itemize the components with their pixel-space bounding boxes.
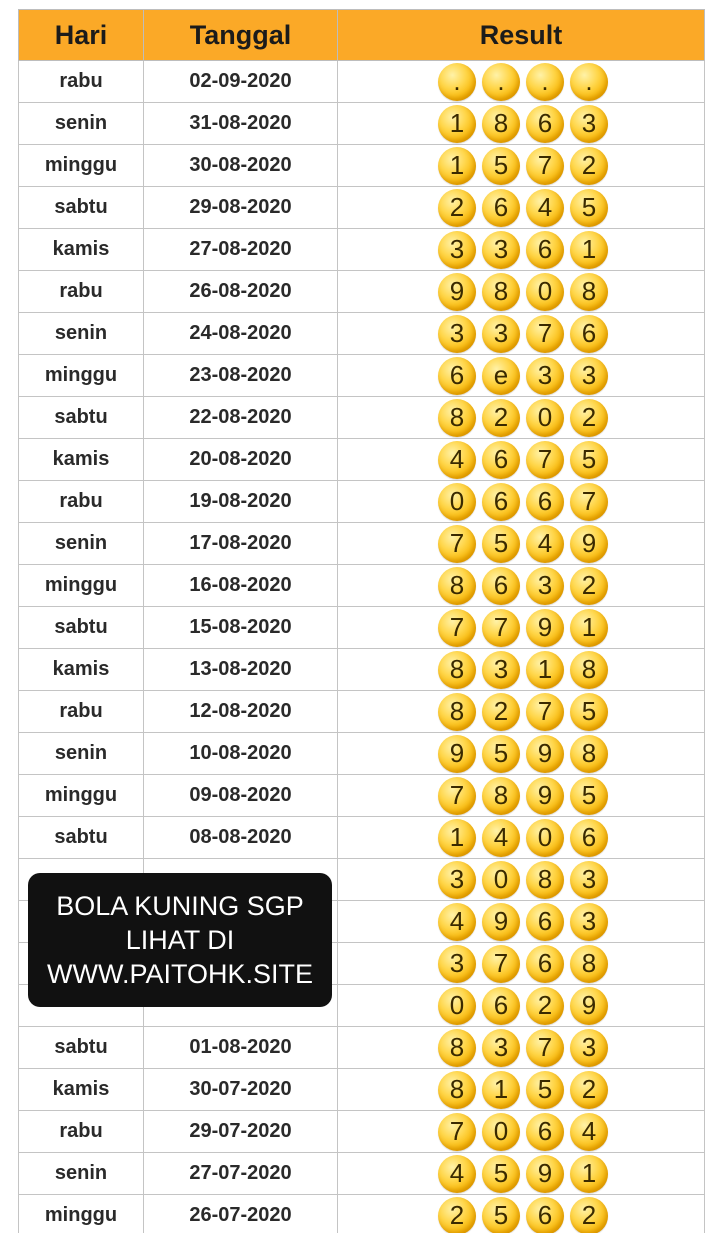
date-cell: 20-08-2020 [144, 439, 338, 481]
yellow-ball: 9 [438, 273, 476, 311]
yellow-ball: 1 [438, 105, 476, 143]
yellow-ball: 3 [570, 903, 608, 941]
result-cell [338, 649, 705, 691]
yellow-ball: 6 [526, 231, 564, 269]
table-row [19, 103, 705, 145]
yellow-ball: 1 [570, 609, 608, 647]
date-cell: 16-08-2020 [144, 565, 338, 607]
day-cell: sabtu [19, 817, 144, 859]
result-cell [338, 1195, 705, 1233]
yellow-ball: 5 [482, 735, 520, 773]
result-cell [338, 145, 705, 187]
result-balls [338, 609, 704, 647]
result-cell [338, 61, 705, 103]
day-cell: minggu [19, 145, 144, 187]
result-balls [338, 231, 704, 269]
result-balls [338, 567, 704, 605]
yellow-ball: 3 [438, 231, 476, 269]
yellow-ball: 4 [526, 525, 564, 563]
result-cell [338, 439, 705, 481]
date-cell: 30-08-2020 [144, 145, 338, 187]
result-cell [338, 187, 705, 229]
date-cell: 27-07-2020 [144, 1153, 338, 1195]
date-cell: 12-08-2020 [144, 691, 338, 733]
yellow-ball: . [438, 63, 476, 101]
yellow-ball: 2 [438, 1197, 476, 1233]
yellow-ball: e [482, 357, 520, 395]
result-balls [338, 903, 704, 941]
yellow-ball: 0 [526, 399, 564, 437]
yellow-ball: 0 [526, 819, 564, 857]
result-cell [338, 397, 705, 439]
yellow-ball: 9 [482, 903, 520, 941]
day-cell: sabtu [19, 607, 144, 649]
date-cell: 08-08-2020 [144, 817, 338, 859]
yellow-ball: 3 [570, 357, 608, 395]
yellow-ball: 3 [570, 861, 608, 899]
yellow-ball: 5 [570, 189, 608, 227]
result-balls [338, 399, 704, 437]
result-balls [338, 1113, 704, 1151]
yellow-ball: 6 [526, 903, 564, 941]
yellow-ball: 4 [438, 1155, 476, 1193]
yellow-ball: 3 [526, 567, 564, 605]
results-table [18, 9, 705, 1233]
yellow-ball: 6 [482, 189, 520, 227]
yellow-ball: 9 [570, 525, 608, 563]
yellow-ball: 6 [526, 945, 564, 983]
result-cell [338, 901, 705, 943]
header-day: Hari [19, 10, 144, 61]
header-result: Result [338, 10, 705, 61]
result-balls [338, 819, 704, 857]
result-balls [338, 1197, 704, 1233]
result-balls [338, 693, 704, 731]
result-balls [338, 945, 704, 983]
yellow-ball: 9 [438, 735, 476, 773]
yellow-ball: 8 [482, 105, 520, 143]
yellow-ball: 3 [438, 861, 476, 899]
date-cell: 29-07-2020 [144, 1111, 338, 1153]
yellow-ball: 2 [482, 693, 520, 731]
date-cell: 26-07-2020 [144, 1195, 338, 1233]
yellow-ball: 8 [438, 1029, 476, 1067]
banner-line-1: BOLA KUNING SGP [56, 891, 304, 921]
day-cell: rabu [19, 61, 144, 103]
table-row [19, 691, 705, 733]
yellow-ball: 2 [526, 987, 564, 1025]
result-balls [338, 483, 704, 521]
yellow-ball: 2 [570, 147, 608, 185]
date-cell: 10-08-2020 [144, 733, 338, 775]
result-balls [338, 735, 704, 773]
yellow-ball: 6 [482, 483, 520, 521]
yellow-ball: 3 [482, 1029, 520, 1067]
yellow-ball: 8 [570, 273, 608, 311]
yellow-ball: 7 [526, 315, 564, 353]
result-cell [338, 1153, 705, 1195]
yellow-ball: . [482, 63, 520, 101]
yellow-ball: 7 [526, 693, 564, 731]
yellow-ball: 8 [570, 735, 608, 773]
day-cell: rabu [19, 691, 144, 733]
result-balls [338, 189, 704, 227]
result-balls [338, 525, 704, 563]
yellow-ball: . [570, 63, 608, 101]
table-row [19, 775, 705, 817]
yellow-ball: 9 [570, 987, 608, 1025]
day-cell: kamis [19, 649, 144, 691]
yellow-ball: 1 [570, 231, 608, 269]
watermark-banner [28, 873, 332, 1007]
result-cell [338, 271, 705, 313]
day-cell: minggu [19, 355, 144, 397]
result-cell [338, 355, 705, 397]
yellow-ball: 5 [570, 693, 608, 731]
yellow-ball: 8 [438, 567, 476, 605]
date-cell: 23-08-2020 [144, 355, 338, 397]
yellow-ball: 7 [438, 777, 476, 815]
yellow-ball: 6 [438, 357, 476, 395]
result-cell [338, 859, 705, 901]
yellow-ball: 0 [526, 273, 564, 311]
day-cell: senin [19, 1153, 144, 1195]
table-row [19, 733, 705, 775]
table-row [19, 1153, 705, 1195]
yellow-ball: 4 [438, 903, 476, 941]
day-cell: kamis [19, 1069, 144, 1111]
yellow-ball: 7 [438, 525, 476, 563]
date-cell: 22-08-2020 [144, 397, 338, 439]
yellow-ball: 3 [570, 1029, 608, 1067]
yellow-ball: 1 [570, 1155, 608, 1193]
day-cell: senin [19, 523, 144, 565]
table-row [19, 817, 705, 859]
day-cell: kamis [19, 439, 144, 481]
yellow-ball: 4 [570, 1113, 608, 1151]
result-cell [338, 565, 705, 607]
yellow-ball: 5 [482, 1197, 520, 1233]
yellow-ball: 2 [482, 399, 520, 437]
yellow-ball: 8 [482, 273, 520, 311]
table-row [19, 1195, 705, 1233]
banner-line-3: WWW.PAITOHK.SITE [46, 959, 313, 989]
yellow-ball: 2 [570, 1071, 608, 1109]
date-cell: 13-08-2020 [144, 649, 338, 691]
yellow-ball: 5 [526, 1071, 564, 1109]
yellow-ball: 3 [482, 231, 520, 269]
result-cell [338, 775, 705, 817]
yellow-ball: 0 [438, 483, 476, 521]
yellow-ball: 2 [570, 1197, 608, 1233]
yellow-ball: 8 [570, 945, 608, 983]
yellow-ball: 7 [482, 609, 520, 647]
yellow-ball: 0 [482, 861, 520, 899]
yellow-ball: 4 [482, 819, 520, 857]
result-balls [338, 315, 704, 353]
result-balls [338, 861, 704, 899]
yellow-ball: 9 [526, 609, 564, 647]
yellow-ball: 7 [526, 441, 564, 479]
yellow-ball: 2 [570, 567, 608, 605]
table-row [19, 649, 705, 691]
table-row [19, 229, 705, 271]
day-cell: sabtu [19, 397, 144, 439]
yellow-ball: 2 [438, 189, 476, 227]
yellow-ball: 8 [438, 1071, 476, 1109]
day-cell: minggu [19, 565, 144, 607]
day-cell: senin [19, 103, 144, 145]
result-cell [338, 817, 705, 859]
yellow-ball: 6 [526, 1113, 564, 1151]
yellow-ball: 3 [526, 357, 564, 395]
result-cell [338, 103, 705, 145]
result-cell [338, 943, 705, 985]
header-row [19, 10, 705, 61]
date-cell: 30-07-2020 [144, 1069, 338, 1111]
yellow-ball: 4 [526, 189, 564, 227]
table-row [19, 145, 705, 187]
yellow-ball: 6 [526, 1197, 564, 1233]
yellow-ball: 7 [526, 1029, 564, 1067]
day-cell: rabu [19, 271, 144, 313]
yellow-ball: 1 [438, 147, 476, 185]
table-row [19, 1111, 705, 1153]
yellow-ball: 3 [438, 315, 476, 353]
yellow-ball: 1 [482, 1071, 520, 1109]
result-cell [338, 481, 705, 523]
yellow-ball: 8 [438, 693, 476, 731]
yellow-ball: 3 [570, 105, 608, 143]
table-row [19, 397, 705, 439]
result-balls [338, 441, 704, 479]
banner-line-2: LIHAT DI [125, 925, 235, 955]
yellow-ball: 3 [438, 945, 476, 983]
date-cell: 26-08-2020 [144, 271, 338, 313]
result-balls [338, 1029, 704, 1067]
table-row [19, 187, 705, 229]
yellow-ball: 5 [570, 441, 608, 479]
day-cell: minggu [19, 775, 144, 817]
result-cell [338, 229, 705, 271]
yellow-ball: 9 [526, 735, 564, 773]
table-row [19, 565, 705, 607]
yellow-ball: 6 [482, 987, 520, 1025]
date-cell: 09-08-2020 [144, 775, 338, 817]
table-row [19, 481, 705, 523]
day-cell: sabtu [19, 1027, 144, 1069]
yellow-ball: 4 [438, 441, 476, 479]
yellow-ball: 1 [438, 819, 476, 857]
yellow-ball: 0 [482, 1113, 520, 1151]
result-balls [338, 357, 704, 395]
yellow-ball: 5 [570, 777, 608, 815]
result-balls [338, 273, 704, 311]
date-cell: 19-08-2020 [144, 481, 338, 523]
result-cell [338, 691, 705, 733]
yellow-ball: 8 [438, 399, 476, 437]
yellow-ball: 3 [482, 651, 520, 689]
yellow-ball: 9 [526, 777, 564, 815]
yellow-ball: 6 [482, 567, 520, 605]
yellow-ball: 8 [438, 651, 476, 689]
yellow-ball: 5 [482, 525, 520, 563]
yellow-ball: 6 [482, 441, 520, 479]
yellow-ball: 7 [438, 1113, 476, 1151]
yellow-ball: 0 [438, 987, 476, 1025]
day-cell: senin [19, 313, 144, 355]
result-balls [338, 147, 704, 185]
yellow-ball: 8 [526, 861, 564, 899]
result-balls [338, 1155, 704, 1193]
table-row [19, 313, 705, 355]
yellow-ball: 7 [570, 483, 608, 521]
table-row [19, 271, 705, 313]
day-cell: kamis [19, 229, 144, 271]
result-balls [338, 987, 704, 1025]
yellow-ball: 1 [526, 651, 564, 689]
yellow-ball: 5 [482, 147, 520, 185]
yellow-ball: 9 [526, 1155, 564, 1193]
yellow-ball: 6 [526, 483, 564, 521]
table-row [19, 355, 705, 397]
date-cell: 02-09-2020 [144, 61, 338, 103]
table-body [19, 61, 705, 1233]
table-row [19, 1069, 705, 1111]
header-date: Tanggal [144, 10, 338, 61]
date-cell: 27-08-2020 [144, 229, 338, 271]
result-cell [338, 733, 705, 775]
result-cell [338, 1027, 705, 1069]
yellow-ball: 2 [570, 399, 608, 437]
result-cell [338, 1069, 705, 1111]
result-cell [338, 523, 705, 565]
yellow-ball: 8 [570, 651, 608, 689]
date-cell: 24-08-2020 [144, 313, 338, 355]
yellow-ball: 6 [570, 315, 608, 353]
result-balls [338, 105, 704, 143]
yellow-ball: 5 [482, 1155, 520, 1193]
day-cell: sabtu [19, 187, 144, 229]
table-row [19, 607, 705, 649]
yellow-ball: 7 [438, 609, 476, 647]
yellow-ball: . [526, 63, 564, 101]
date-cell: 15-08-2020 [144, 607, 338, 649]
date-cell: 01-08-2020 [144, 1027, 338, 1069]
yellow-ball: 7 [482, 945, 520, 983]
result-balls [338, 1071, 704, 1109]
result-cell [338, 607, 705, 649]
result-cell [338, 313, 705, 355]
day-cell: senin [19, 733, 144, 775]
yellow-ball: 6 [526, 105, 564, 143]
table-row [19, 523, 705, 565]
table-row [19, 1027, 705, 1069]
table-row [19, 61, 705, 103]
result-balls [338, 651, 704, 689]
date-cell: 17-08-2020 [144, 523, 338, 565]
result-balls [338, 63, 704, 101]
day-cell: rabu [19, 1111, 144, 1153]
yellow-ball: 8 [482, 777, 520, 815]
result-cell [338, 1111, 705, 1153]
yellow-ball: 6 [570, 819, 608, 857]
result-cell [338, 985, 705, 1027]
yellow-ball: 3 [482, 315, 520, 353]
day-cell: rabu [19, 481, 144, 523]
date-cell: 31-08-2020 [144, 103, 338, 145]
date-cell: 29-08-2020 [144, 187, 338, 229]
day-cell: minggu [19, 1195, 144, 1233]
yellow-ball: 7 [526, 147, 564, 185]
table-row [19, 439, 705, 481]
result-balls [338, 777, 704, 815]
